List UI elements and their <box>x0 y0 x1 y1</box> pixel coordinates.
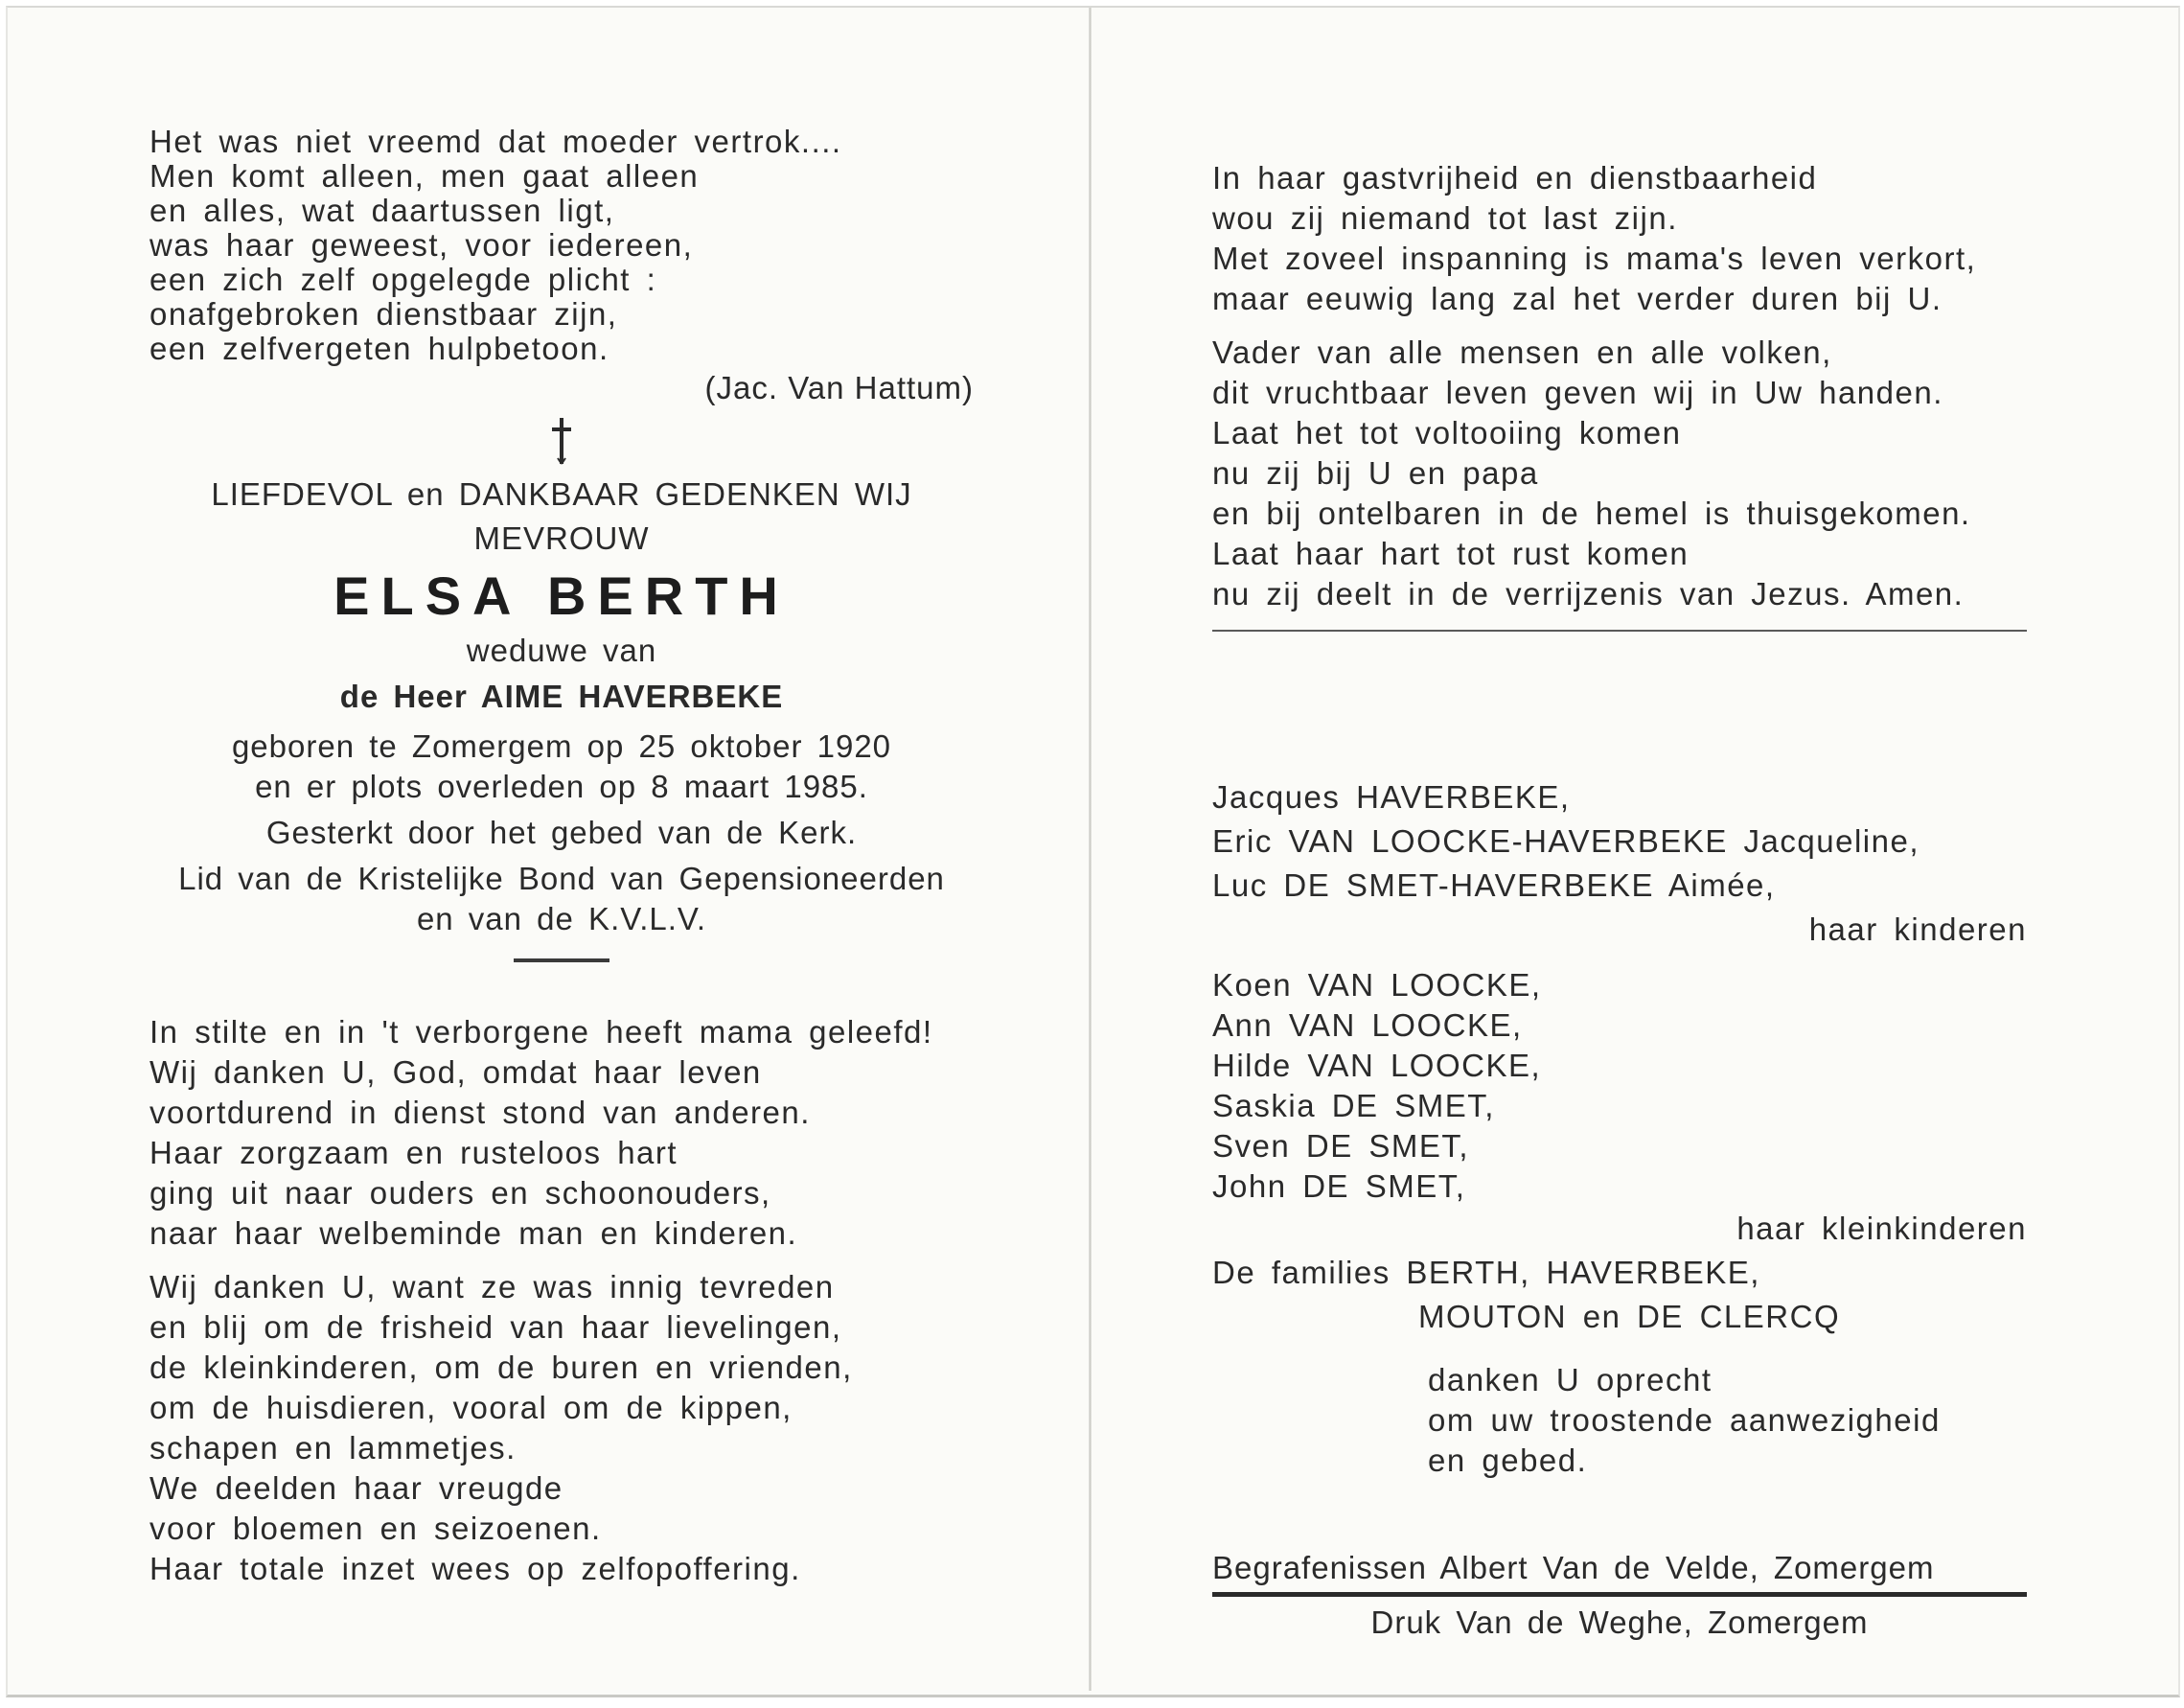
poem-line: een zelfvergeten hulpbetoon. <box>149 331 609 366</box>
stanza-line: en blij om de frisheid van haar lievelingen, <box>149 1309 842 1345</box>
stanza-line: voortdurend in dienst stond van anderen. <box>149 1095 811 1130</box>
families-line: MOUTON en DE CLERCQ <box>1418 1299 1841 1334</box>
stanza-line: nu zij bij U en papa <box>1212 455 1539 491</box>
prayer-stanza <box>1212 333 2036 614</box>
prayer-stanza <box>1212 158 2036 319</box>
sacraments-line: Gesterkt door het gebed van de Kerk. <box>265 815 858 850</box>
stanza-line: In haar gastvrijheid en dienstbaarheid <box>1212 160 1818 196</box>
family-member: Luc DE SMET-HAVERBEKE Aimée, <box>1212 867 1776 903</box>
family-member: Hilde VAN LOOCKE, <box>1212 1048 1542 1083</box>
membership-line: en van de K.V.L.V. <box>416 901 707 936</box>
stanza-line: dit vruchtbaar leven geven wij in Uw handen. <box>1212 375 1943 410</box>
stanza-line: Haar zorgzaam en rusteloos hart <box>149 1135 678 1170</box>
divider <box>514 958 609 962</box>
printer-credit: Druk Van de Weghe, Zomergem <box>1370 1604 1869 1640</box>
children-list <box>1212 775 2036 908</box>
grandchildren-list <box>1212 965 2036 1207</box>
poem-line: Men komt alleen, men gaat alleen <box>149 158 700 194</box>
stanza-line: maar eeuwig lang zal het verder duren bij U. <box>1212 281 1943 316</box>
cross-icon <box>149 416 974 471</box>
widow-of: weduwe van <box>466 633 657 668</box>
family-member: Jacques HAVERBEKE, <box>1212 779 1571 815</box>
stanza-line: en bij ontelbaren in de hemel is thuisgekomen. <box>1212 496 1971 531</box>
funeral-home: Begrafenissen Albert Van de Velde, Zomergem <box>1212 1550 2027 1597</box>
stanza-line: schapen en lammetjes. <box>149 1430 517 1466</box>
right-page <box>1212 158 2036 1641</box>
intro-line: LIEFDEVOL en DANKBAAR GEDENKEN WIJ <box>211 476 912 512</box>
title-line: MEVROUW <box>473 520 650 556</box>
family-member: Ann VAN LOOCKE, <box>1212 1007 1523 1043</box>
thanks-line: om uw troostende aanwezigheid <box>1428 1402 1941 1438</box>
poem-line: en alles, wat daartussen ligt, <box>149 193 615 228</box>
family-member: Eric VAN LOOCKE-HAVERBEKE Jacqueline, <box>1212 823 1920 859</box>
stanza-line: voor bloemen en seizoenen. <box>149 1511 602 1546</box>
stanza-line: Wij danken U, want ze was innig tevreden <box>149 1269 835 1304</box>
family-member: Koen VAN LOOCKE, <box>1212 967 1542 1003</box>
stanza-line: naar haar welbeminde man en kinderen. <box>149 1215 798 1251</box>
stanza-line: ging uit naar ouders en schoonouders, <box>149 1175 771 1211</box>
membership-line: Lid van de Kristelijke Bond van Gepensioneerden <box>178 861 945 896</box>
family-member: John DE SMET, <box>1212 1168 1466 1204</box>
stanza-line: Wij danken U, God, omdat haar leven <box>149 1054 762 1090</box>
poem-line: een zich zelf opgelegde plicht : <box>149 262 657 297</box>
thanks-line: en gebed. <box>1428 1443 1588 1478</box>
families-line: De families BERTH, HAVERBEKE, <box>1212 1255 1760 1290</box>
stanza-line: nu zij deelt in de verrijzenis van Jezus. Amen. <box>1212 576 1965 612</box>
family-member: Sven DE SMET, <box>1212 1128 1470 1164</box>
stanza-line: We deelden haar vreugde <box>149 1470 563 1506</box>
left-page <box>149 125 974 1589</box>
stanza-line: Laat het tot voltooiing komen <box>1212 415 1682 450</box>
stanza-line: om de huisdieren, vooral om de kippen, <box>149 1390 793 1425</box>
stanza-line: Haar totale inzet wees op zelfopoffering. <box>149 1551 801 1586</box>
poem-line: Het was niet vreemd dat moeder vertrok.... <box>149 124 842 159</box>
family-member: Saskia DE SMET, <box>1212 1088 1495 1123</box>
deceased-name: ELSA BERTH <box>333 565 790 626</box>
stanza-line: Met zoveel inspanning is mama's leven verkort, <box>1212 241 1977 276</box>
poem-line: onafgebroken dienstbaar zijn, <box>149 296 618 332</box>
husband-name: de Heer AIME HAVERBEKE <box>339 679 784 714</box>
children-label: haar kinderen <box>1808 912 2027 947</box>
thanks-block <box>1212 1360 2036 1481</box>
death-info: en er plots overleden op 8 maart 1985. <box>255 769 868 804</box>
poem-line: was haar geweest, voor iedereen, <box>149 227 694 263</box>
opening-poem <box>149 125 974 366</box>
poem-attribution: (Jac. Van Hattum) <box>704 370 974 405</box>
stanza-line: wou zij niemand tot last zijn. <box>1212 200 1678 236</box>
birth-info: geboren te Zomergem op 25 oktober 1920 <box>231 728 892 764</box>
tribute-stanza <box>149 1012 974 1254</box>
card-fold <box>1089 8 1092 1691</box>
stanza-line: Laat haar hart tot rust komen <box>1212 536 1690 571</box>
grandchildren-label: haar kleinkinderen <box>1736 1211 2027 1246</box>
stanza-line: In stilte en in 't verborgene heeft mama geleefd! <box>149 1014 933 1050</box>
tribute-stanza <box>149 1267 974 1589</box>
stanza-line: de kleinkinderen, om de buren en vrienden, <box>149 1350 853 1385</box>
thanks-line: danken U oprecht <box>1428 1362 1713 1397</box>
stanza-line: Vader van alle mensen en alle volken, <box>1212 335 1832 370</box>
